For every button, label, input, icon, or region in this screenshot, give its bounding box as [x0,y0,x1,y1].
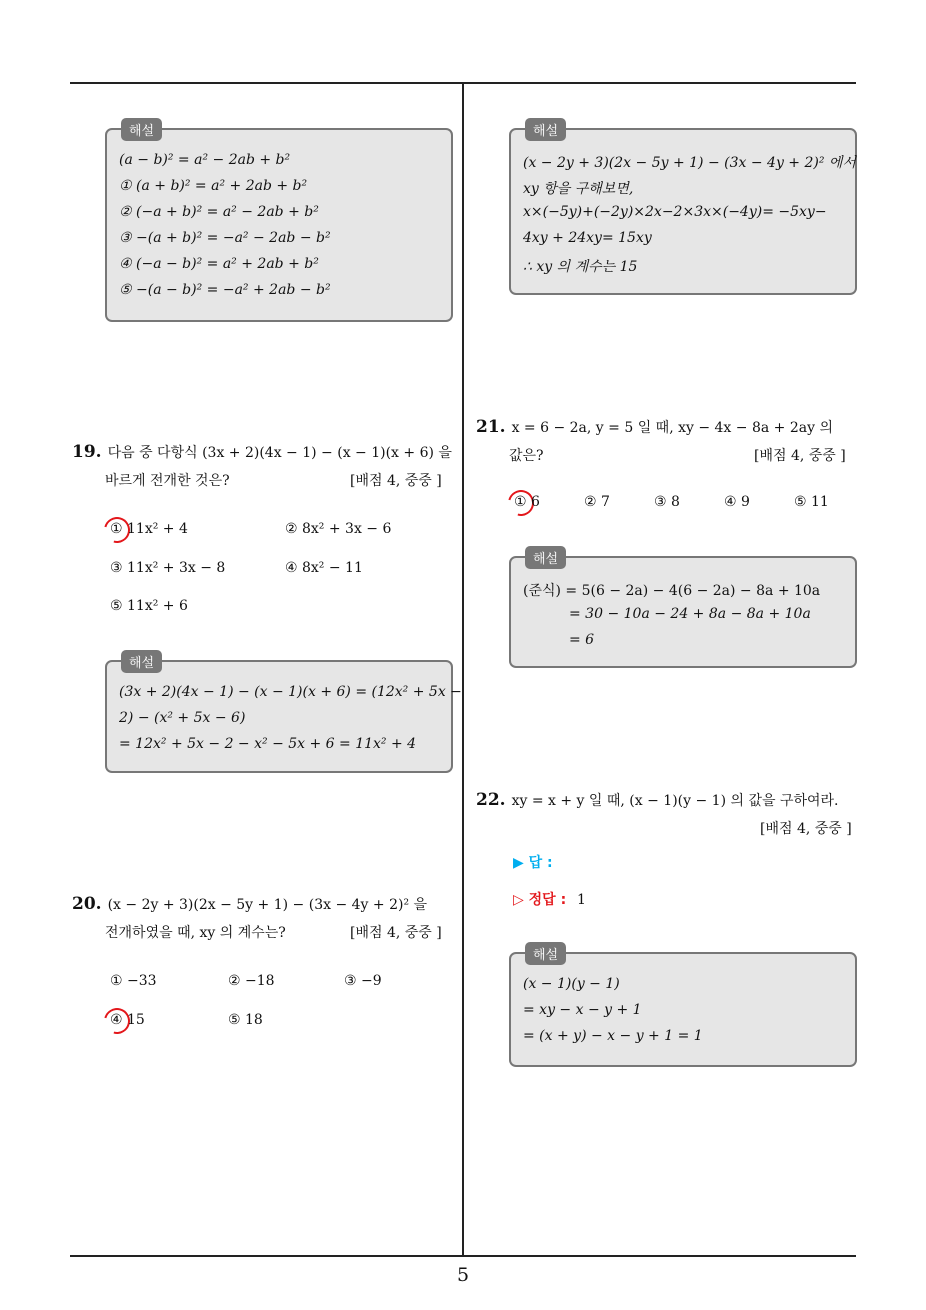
solution-box-19 [105,656,462,773]
choice-2[interactable]: ② 8x² + 3x − 6 [285,521,392,537]
solution-line: ② (−a + b)² = a² − 2ab + b² [119,204,319,220]
choice-3[interactable]: ③ 8 [654,494,680,510]
choice-1[interactable]: ① 6 [514,494,540,510]
question-number: 19. [72,442,102,462]
question-20-meta: [배점 4, 중중 ] [350,925,442,941]
solution-line: = 6 [569,632,595,648]
solution-box-22 [509,948,857,1067]
solution-line: 4xy + 24xy= 15xy [523,230,652,246]
solution-line: = xy − x − y + 1 [523,1002,642,1018]
solution-line: xy 항을 구해보면, [523,181,634,197]
question-22-meta: [배점 4, 중중 ] [760,821,852,837]
question-19-meta: [배점 4, 중중 ] [350,473,442,489]
question-21-line2: 값은? [509,448,544,464]
choice-1[interactable]: ① 11x² + 4 [110,521,188,537]
question-21 [476,417,833,437]
correct-answer-value: 1 [577,892,586,908]
question-21-meta: [배점 4, 중중 ] [754,448,846,464]
question-text: (x − 2y + 3)(2x − 5y + 1) − (3x − 4y + 2)² 을 [107,897,428,913]
solution-tag: 해설 [525,118,566,141]
solution-line: (x − 1)(y − 1) [523,976,620,992]
solution-line: ∴ xy 의 계수는 15 [523,259,638,275]
choice-4[interactable]: ④ 9 [724,494,750,510]
question-text: xy = x + y 일 때, (x − 1)(y − 1) 의 값을 구하여라. [511,793,839,809]
solution-line: ④ (−a − b)² = a² + 2ab + b² [119,256,319,272]
choice-4[interactable]: ④ 8x² − 11 [285,560,363,576]
solution-line: 2) − (x² + 5x − 6) [119,710,246,726]
choice-1[interactable]: ① −33 [110,973,157,989]
solution-line: (x − 2y + 3)(2x − 5y + 1) − (3x − 4y + 2)² 에서 [523,155,856,171]
solution-line: = (x + y) − x − y + 1 = 1 [523,1028,703,1044]
question-19-line2: 바르게 전개한 것은? [105,473,230,489]
choice-2[interactable]: ② −18 [228,973,275,989]
question-text: 다음 중 다항식 (3x + 2)(4x − 1) − (x − 1)(x + 6) 을 [107,445,452,461]
bottom-rule [70,1255,856,1257]
solution-box-21 [509,552,857,668]
page-number: 5 [456,1264,470,1286]
choice-5[interactable]: ⑤ 18 [228,1012,263,1028]
solution-box-20 [509,124,857,295]
solution-line: (준식) = 5(6 − 2a) − 4(6 − 2a) − 8a + 10a [523,583,821,599]
column-divider [462,82,464,1256]
solution-tag: 해설 [121,650,162,673]
question-19 [72,442,452,462]
choice-2[interactable]: ② 7 [584,494,610,510]
question-number: 20. [72,894,102,914]
question-number: 21. [476,417,506,437]
correct-answer [513,889,586,909]
question-text: x = 6 − 2a, y = 5 일 때, xy − 4x − 8a + 2ay 의 [511,420,833,436]
solution-tag: 해설 [525,546,566,569]
solution-tag: 해설 [525,942,566,965]
solution-line: (a − b)² = a² − 2ab + b² [119,152,291,168]
choice-5[interactable]: ⑤ 11 [794,494,829,510]
choice-3[interactable]: ③ 11x² + 3x − 8 [110,560,226,576]
solution-line: = 12x² + 5x − 2 − x² − 5x + 6 = 11x² + 4 [119,736,417,752]
solution-tag: 해설 [121,118,162,141]
question-20-line2: 전개하였을 때, xy 의 계수는? [105,925,286,941]
answer-label: ▶ 답 : [513,855,553,871]
choice-4[interactable]: ④ 15 [110,1012,145,1028]
question-20 [72,894,427,914]
question-number: 22. [476,790,506,810]
solution-line: (3x + 2)(4x − 1) − (x − 1)(x + 6) = (12x² + 5x − [119,684,462,700]
solution-line: ⑤ −(a − b)² = −a² + 2ab − b² [119,282,331,298]
solution-line: ③ −(a + b)² = −a² − 2ab − b² [119,230,331,246]
choice-5[interactable]: ⑤ 11x² + 6 [110,598,188,614]
question-22 [476,790,839,810]
solution-line: = 30 − 10a − 24 + 8a − 8a + 10a [569,606,811,622]
choice-3[interactable]: ③ −9 [344,973,382,989]
solution-line: x×(−5y)+(−2y)×2x−2×3x×(−4y)= −5xy− [523,204,827,220]
correct-answer-label: ▷ 정답 : [513,892,567,908]
solution-line: ① (a + b)² = a² + 2ab + b² [119,178,308,194]
solution-box-18 [105,124,453,322]
